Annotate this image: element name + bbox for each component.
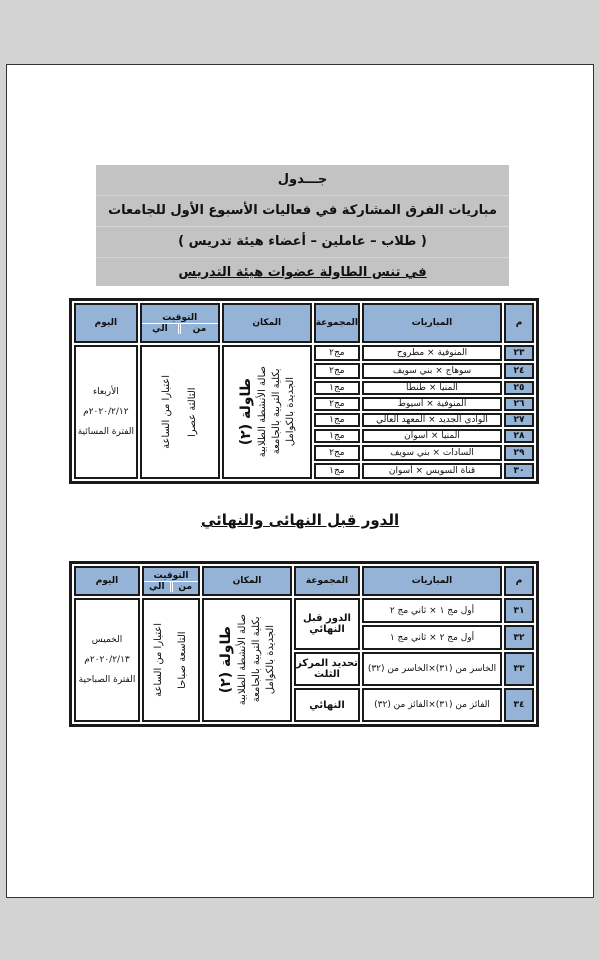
- col-venue: المكان: [222, 303, 312, 343]
- title-line: جـــدول: [96, 165, 509, 196]
- group-cell: مج٢: [314, 363, 360, 379]
- venue-line: صالة الأنشطة الطلابية: [256, 366, 268, 458]
- row-num: ٣٠: [504, 463, 534, 479]
- to-label: الي: [148, 581, 165, 592]
- venue-title: طاولة (٢): [218, 626, 234, 694]
- to-label: الي: [152, 323, 168, 334]
- row-num: ٢٨: [504, 429, 534, 443]
- day-cell: [74, 345, 138, 479]
- title-line: مباريات الفرق المشاركة في فعاليات الأسبوع الأول للجامعات: [96, 196, 509, 227]
- row-num: ٢٥: [504, 381, 534, 395]
- day-name: الأربعاء: [92, 387, 119, 397]
- match-cell: الخاسر من (٣١)×الخاسر من (٣٢): [362, 652, 502, 686]
- group-cell: النهائي: [294, 688, 360, 722]
- schedule-table-1: [69, 298, 539, 484]
- group-cell: مج١: [314, 413, 360, 427]
- match-cell: قناة السويس × أسوان: [362, 463, 502, 479]
- venue-line: بكلية التربية بالجامعة: [251, 617, 262, 703]
- row-num: ٢٤: [504, 363, 534, 379]
- col-timing: [142, 566, 200, 596]
- title-line: في تنس الطاولة عضوات هيئة التدريس: [178, 265, 427, 280]
- day-period: الفترة المسائية: [77, 427, 135, 437]
- day-cell: [74, 598, 140, 722]
- row-num: ٢٦: [504, 397, 534, 411]
- col-timing: [140, 303, 220, 343]
- match-cell: المنيا × أسوان: [362, 429, 502, 443]
- group-cell: مج٢: [314, 445, 360, 461]
- timing-cell: [140, 345, 220, 479]
- col-day: اليوم: [74, 566, 140, 596]
- from-label: من: [170, 582, 199, 592]
- match-cell: المنوفية × أسيوط: [362, 397, 502, 411]
- timing-cell: [142, 598, 200, 722]
- timing-label: التوقيت: [153, 570, 189, 581]
- venue-line: بكلية التربية بالجامعة: [270, 369, 282, 455]
- row-num: ٢٣: [504, 345, 534, 361]
- col-group: المجموعة: [294, 566, 360, 596]
- venue-cell: [222, 345, 312, 479]
- match-cell: سوهاج × بني سويف: [362, 363, 502, 379]
- row-num: ٣١: [504, 598, 534, 623]
- venue-line: الجديدة بالكوامل: [284, 377, 296, 447]
- table-row: [74, 345, 534, 361]
- col-venue: المكان: [202, 566, 292, 596]
- col-matches: المباريات: [362, 566, 502, 596]
- venue-line: صالة الأنشطة الطلابية: [237, 614, 248, 706]
- row-num: ٢٩: [504, 445, 534, 461]
- col-num: م: [504, 303, 534, 343]
- timing-from: اعتبارا من الساعة: [160, 375, 172, 449]
- match-cell: أول مج ٢ × ثاني مج ١: [362, 625, 502, 650]
- row-num: ٣٤: [504, 688, 534, 722]
- day-name: الخميس: [91, 635, 123, 645]
- title-box: [96, 165, 509, 286]
- day-period: الفترة الصباحية: [78, 675, 136, 685]
- timing-label: التوقيت: [162, 312, 198, 323]
- timing-hour: الثالثة عصرا: [186, 387, 198, 437]
- group-cell: مج١: [314, 463, 360, 479]
- group-cell: مج١: [314, 381, 360, 395]
- day-date: ٢٠٢٠/٢/١٢م: [83, 407, 129, 417]
- match-cell: الوادي الجديد × المعهد العالي: [362, 413, 502, 427]
- timing-from: اعتبارا من الساعة: [153, 623, 164, 697]
- venue-line: الجديدة بالكوامل: [265, 625, 276, 695]
- group-cell: الدور قبل النهائي: [294, 598, 360, 650]
- group-cell: مج١: [314, 429, 360, 443]
- col-matches: المباريات: [362, 303, 502, 343]
- match-cell: المنوفية × مطروح: [362, 345, 502, 361]
- match-cell: المنيا × طنطا: [362, 381, 502, 395]
- col-day: اليوم: [74, 303, 138, 343]
- match-cell: أول مج ١ × ثاني مج ٢: [362, 598, 502, 623]
- venue-title: طاولة (٢): [237, 378, 254, 446]
- group-cell: مج٢: [314, 345, 360, 361]
- col-group: المجموعة: [314, 303, 360, 343]
- match-cell: السادات × بني سويف: [362, 445, 502, 461]
- row-num: ٢٧: [504, 413, 534, 427]
- group-cell: تحديد المركز الثلث: [294, 652, 360, 686]
- document-page: [6, 64, 594, 898]
- timing-hour: التاسعة صباحا: [177, 631, 188, 689]
- col-num: م: [504, 566, 534, 596]
- from-label: من: [178, 324, 218, 334]
- venue-cell: [202, 598, 292, 722]
- day-date: ٢٠٢٠/٢/١٣م: [84, 655, 130, 665]
- row-num: ٣٢: [504, 625, 534, 650]
- row-num: ٣٣: [504, 652, 534, 686]
- match-cell: الفائز من (٣١)×الفائز من (٣٢): [362, 688, 502, 722]
- section-title: الدور قبل النهائى والنهائي: [200, 511, 400, 529]
- schedule-table-2: [69, 561, 539, 727]
- table-row: [74, 598, 534, 623]
- title-line: ( طلاب – عاملين – أعضاء هيئة تدريس ): [96, 227, 509, 258]
- group-cell: مج٢: [314, 397, 360, 411]
